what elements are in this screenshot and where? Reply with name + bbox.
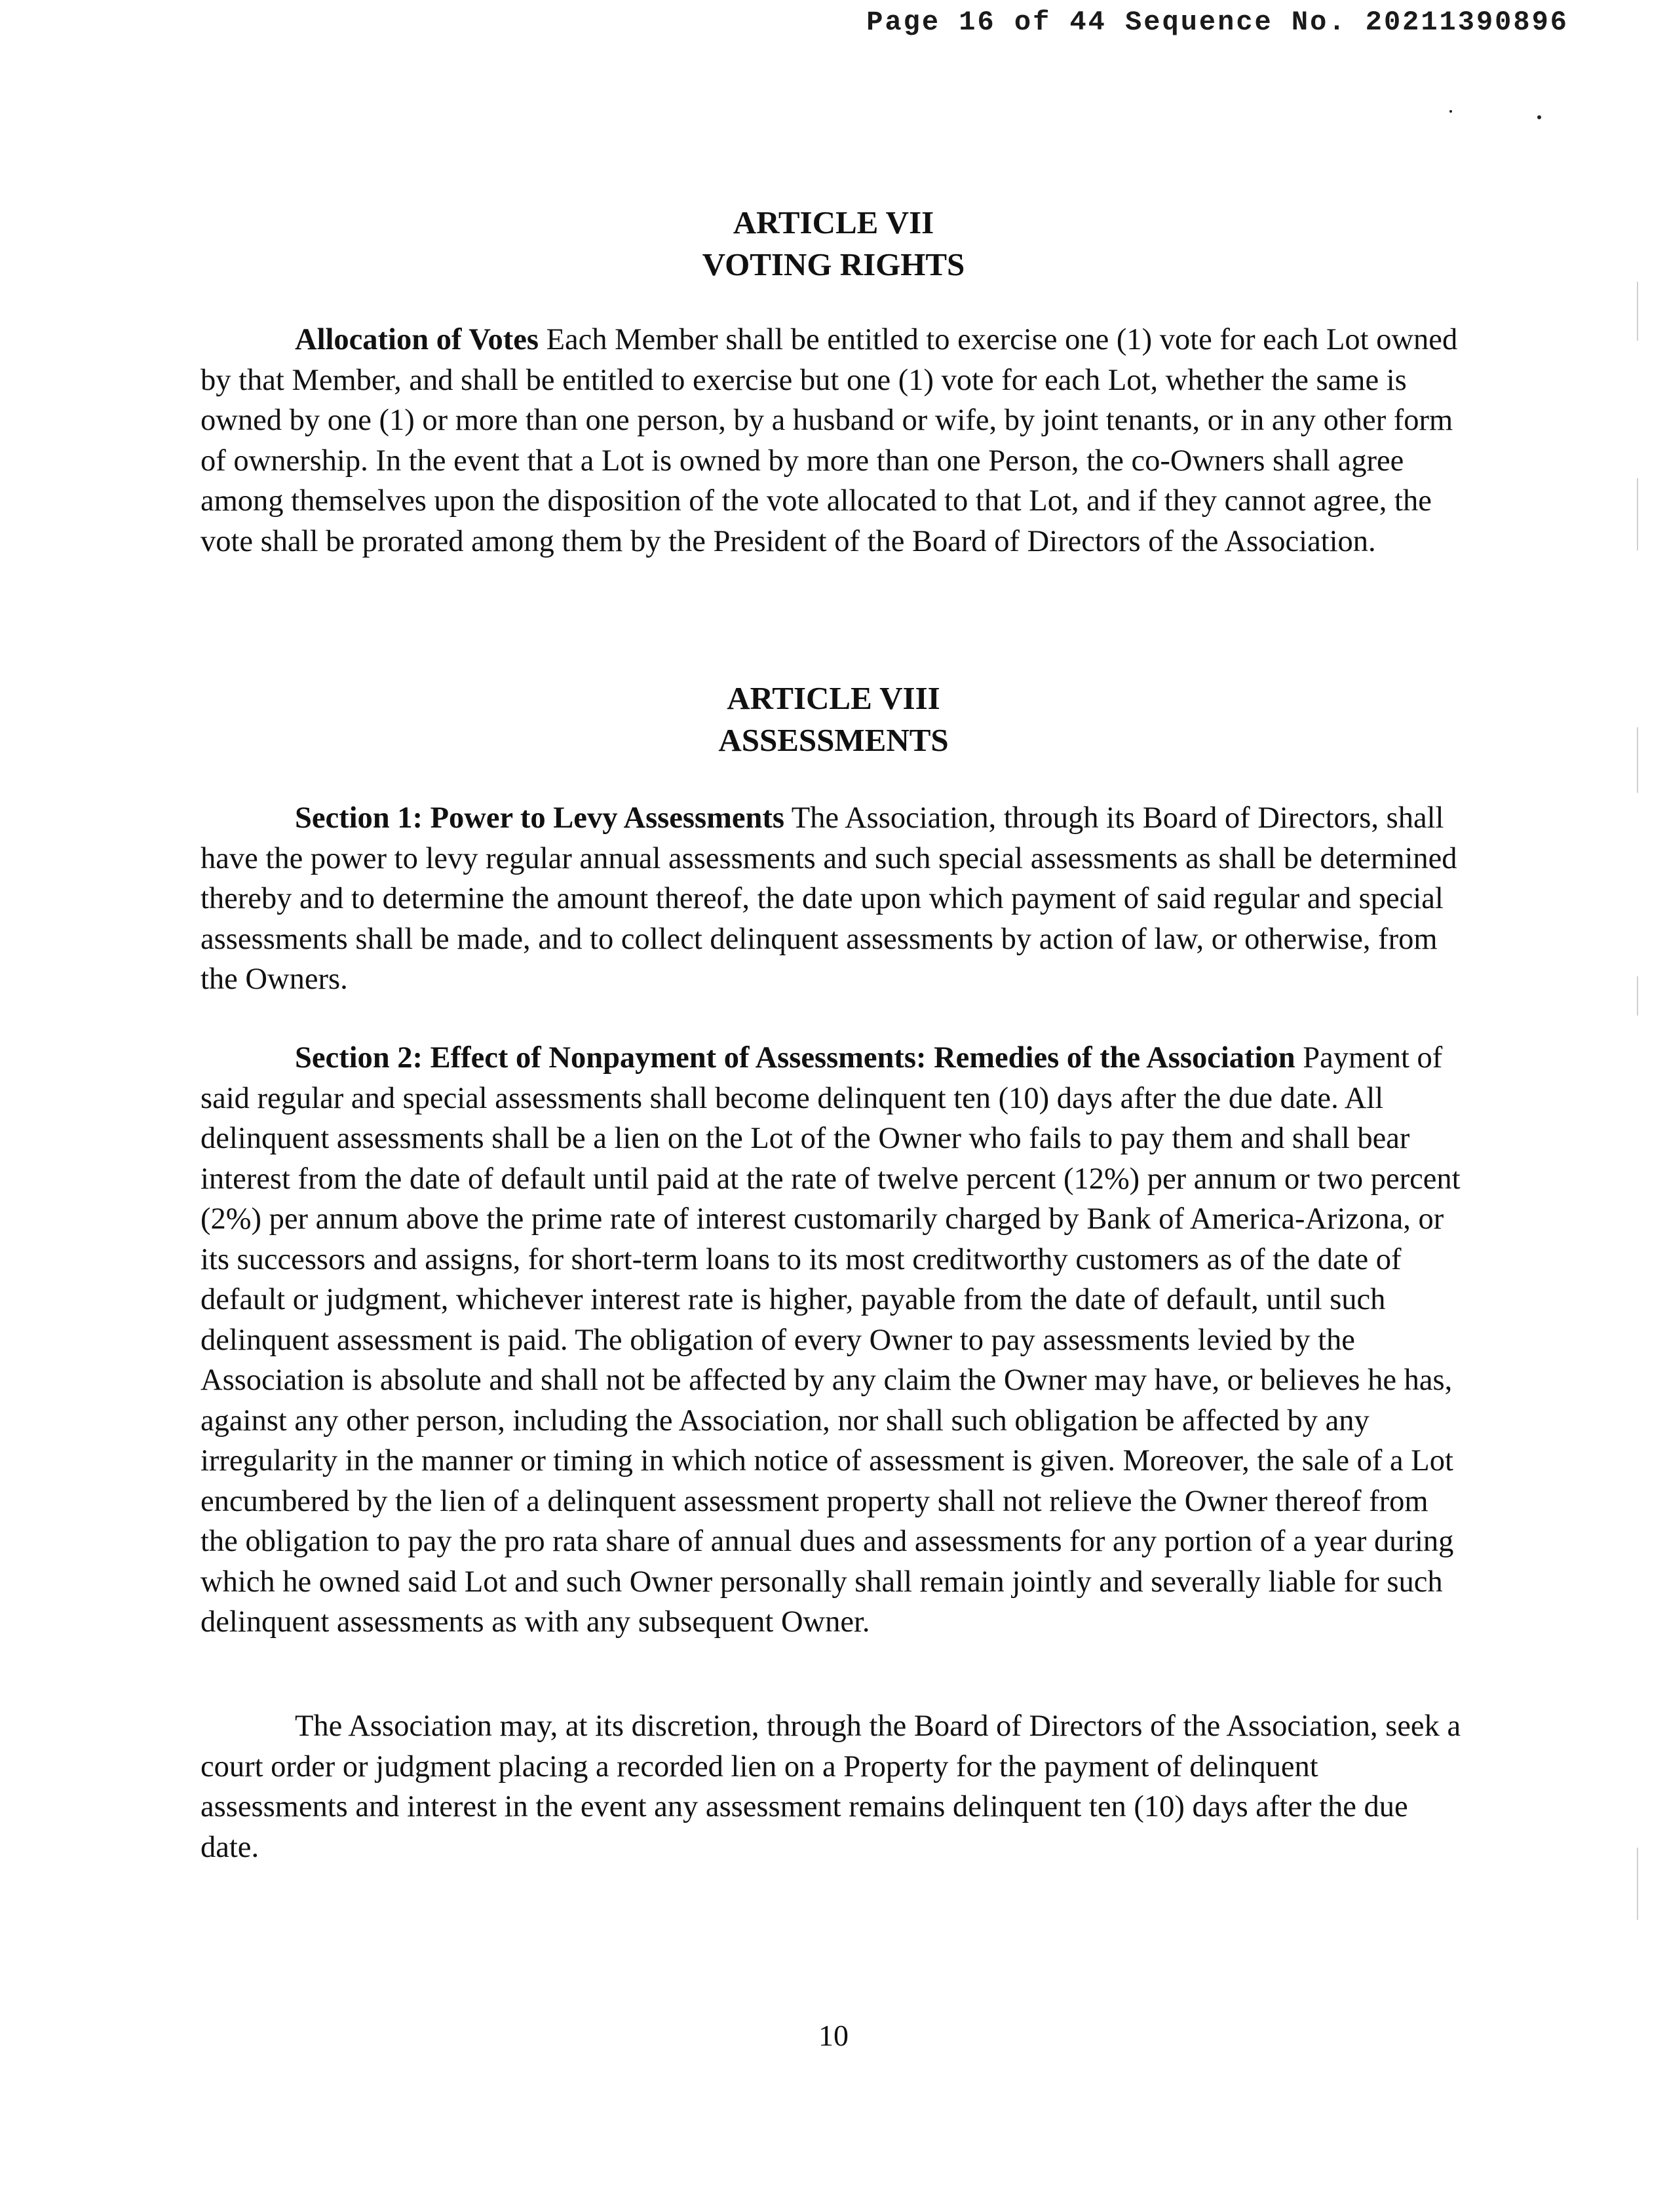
article-vii-heading <box>0 202 1667 286</box>
article-viii-title: ASSESSMENTS <box>718 722 949 758</box>
article-vii-title: VOTING RIGHTS <box>702 246 965 282</box>
section-2-heading: Section 2: Effect of Nonpayment of Assessments: Remedies of the Association <box>295 1041 1295 1075</box>
section-1-text: The Association, through its Board of Directors, shall have the power to levy regular annual assessments and such special assessments as shall be determined thereby and to determine the amount thereof, the date upon which payment of said regular and special assessments shall be made, and to collect delinquent assessments by action of law, or otherwise, from the Owners. <box>201 801 1457 996</box>
allocation-of-votes-paragraph <box>201 320 1472 562</box>
section-1-block <box>201 798 1472 1000</box>
margin-mark <box>1637 282 1638 341</box>
page-header: Page 16 of 44 Sequence No. 20211390896 <box>866 7 1569 38</box>
section-1-heading: Section 1: Power to Levy Assessments <box>295 801 784 835</box>
margin-mark <box>1637 976 1638 1016</box>
allocation-of-votes-heading: Allocation of Votes <box>295 323 539 356</box>
lien-paragraph: The Association may, at its discretion, through the Board of Directors of the Association, seek a court order or judgment placing a recorded lien on a Property for the payment of delinquent assessments and interest in the event any assessment remains delinquent ten (10) days after the due date. <box>201 1709 1461 1864</box>
margin-mark <box>1637 478 1638 550</box>
allocation-of-votes-text: Each Member shall be entitled to exercise one (1) vote for each Lot owned by that Member, and shall be entitled to exercise but one (1) vote for each Lot, whether the same is owned by one (1) or more than one person, by a husband or wife, by joint tenants, or in any other form of ownership. In the event that a Lot is owned by more than one Person, the co-Owners shall agree among themselves upon the disposition of the vote allocated to that Lot, and if they cannot agree, the vote shall be prorated among them by the President of the Board of Directors of the Association. <box>201 323 1458 558</box>
section-2-paragraph <box>201 1038 1472 1643</box>
article-viii-heading <box>0 677 1667 761</box>
margin-mark <box>1637 1848 1638 1920</box>
article-viii-number: ARTICLE VIII <box>727 680 940 716</box>
page-number: 10 <box>818 2019 849 2052</box>
section-2-text: Payment of said regular and special assessments shall become delinquent ten (10) days after the due date. All delinquent assessments shall be a lien on the Lot of the Owner who fails to pay them and shall bear interest from the date of default until paid at the rate of twelve percent (12%) per annum or two percent (2%) per annum above the prime rate of interest customarily charged by Bank of America-Arizona, or its successors and assigns, for short-term loans to its most creditworthy customers as of the date of default or judgment, whichever interest rate is higher, payable from the date of default, until such delinquent assessment is paid. The obligation of every Owner to pay assessments levied by the Association is absolute and shall not be affected by any claim the Owner may have, or believes he has, against any other person, including the Association, nor shall such obligation be affected by any irregularity in the manner or timing in which notice of assessment is given. Moreover, the sale of a Lot encumbered by the lien of a delinquent assessment property shall not relieve the Owner thereof from the obligation to pay the pro rata share of annual dues and assessments for any portion of a year during which he owned said Lot and such Owner personally shall remain jointly and severally liable for such delinquent assessments as with any subsequent Owner. <box>201 1041 1461 1639</box>
article-vii-number: ARTICLE VII <box>733 204 934 240</box>
section-2-continuation-block <box>201 1706 1472 1867</box>
article-vii-body <box>201 320 1472 562</box>
scan-speck <box>1449 110 1452 113</box>
scan-speck <box>1537 115 1541 119</box>
section-2-block <box>201 1038 1472 1643</box>
section-1-paragraph <box>201 798 1472 1000</box>
